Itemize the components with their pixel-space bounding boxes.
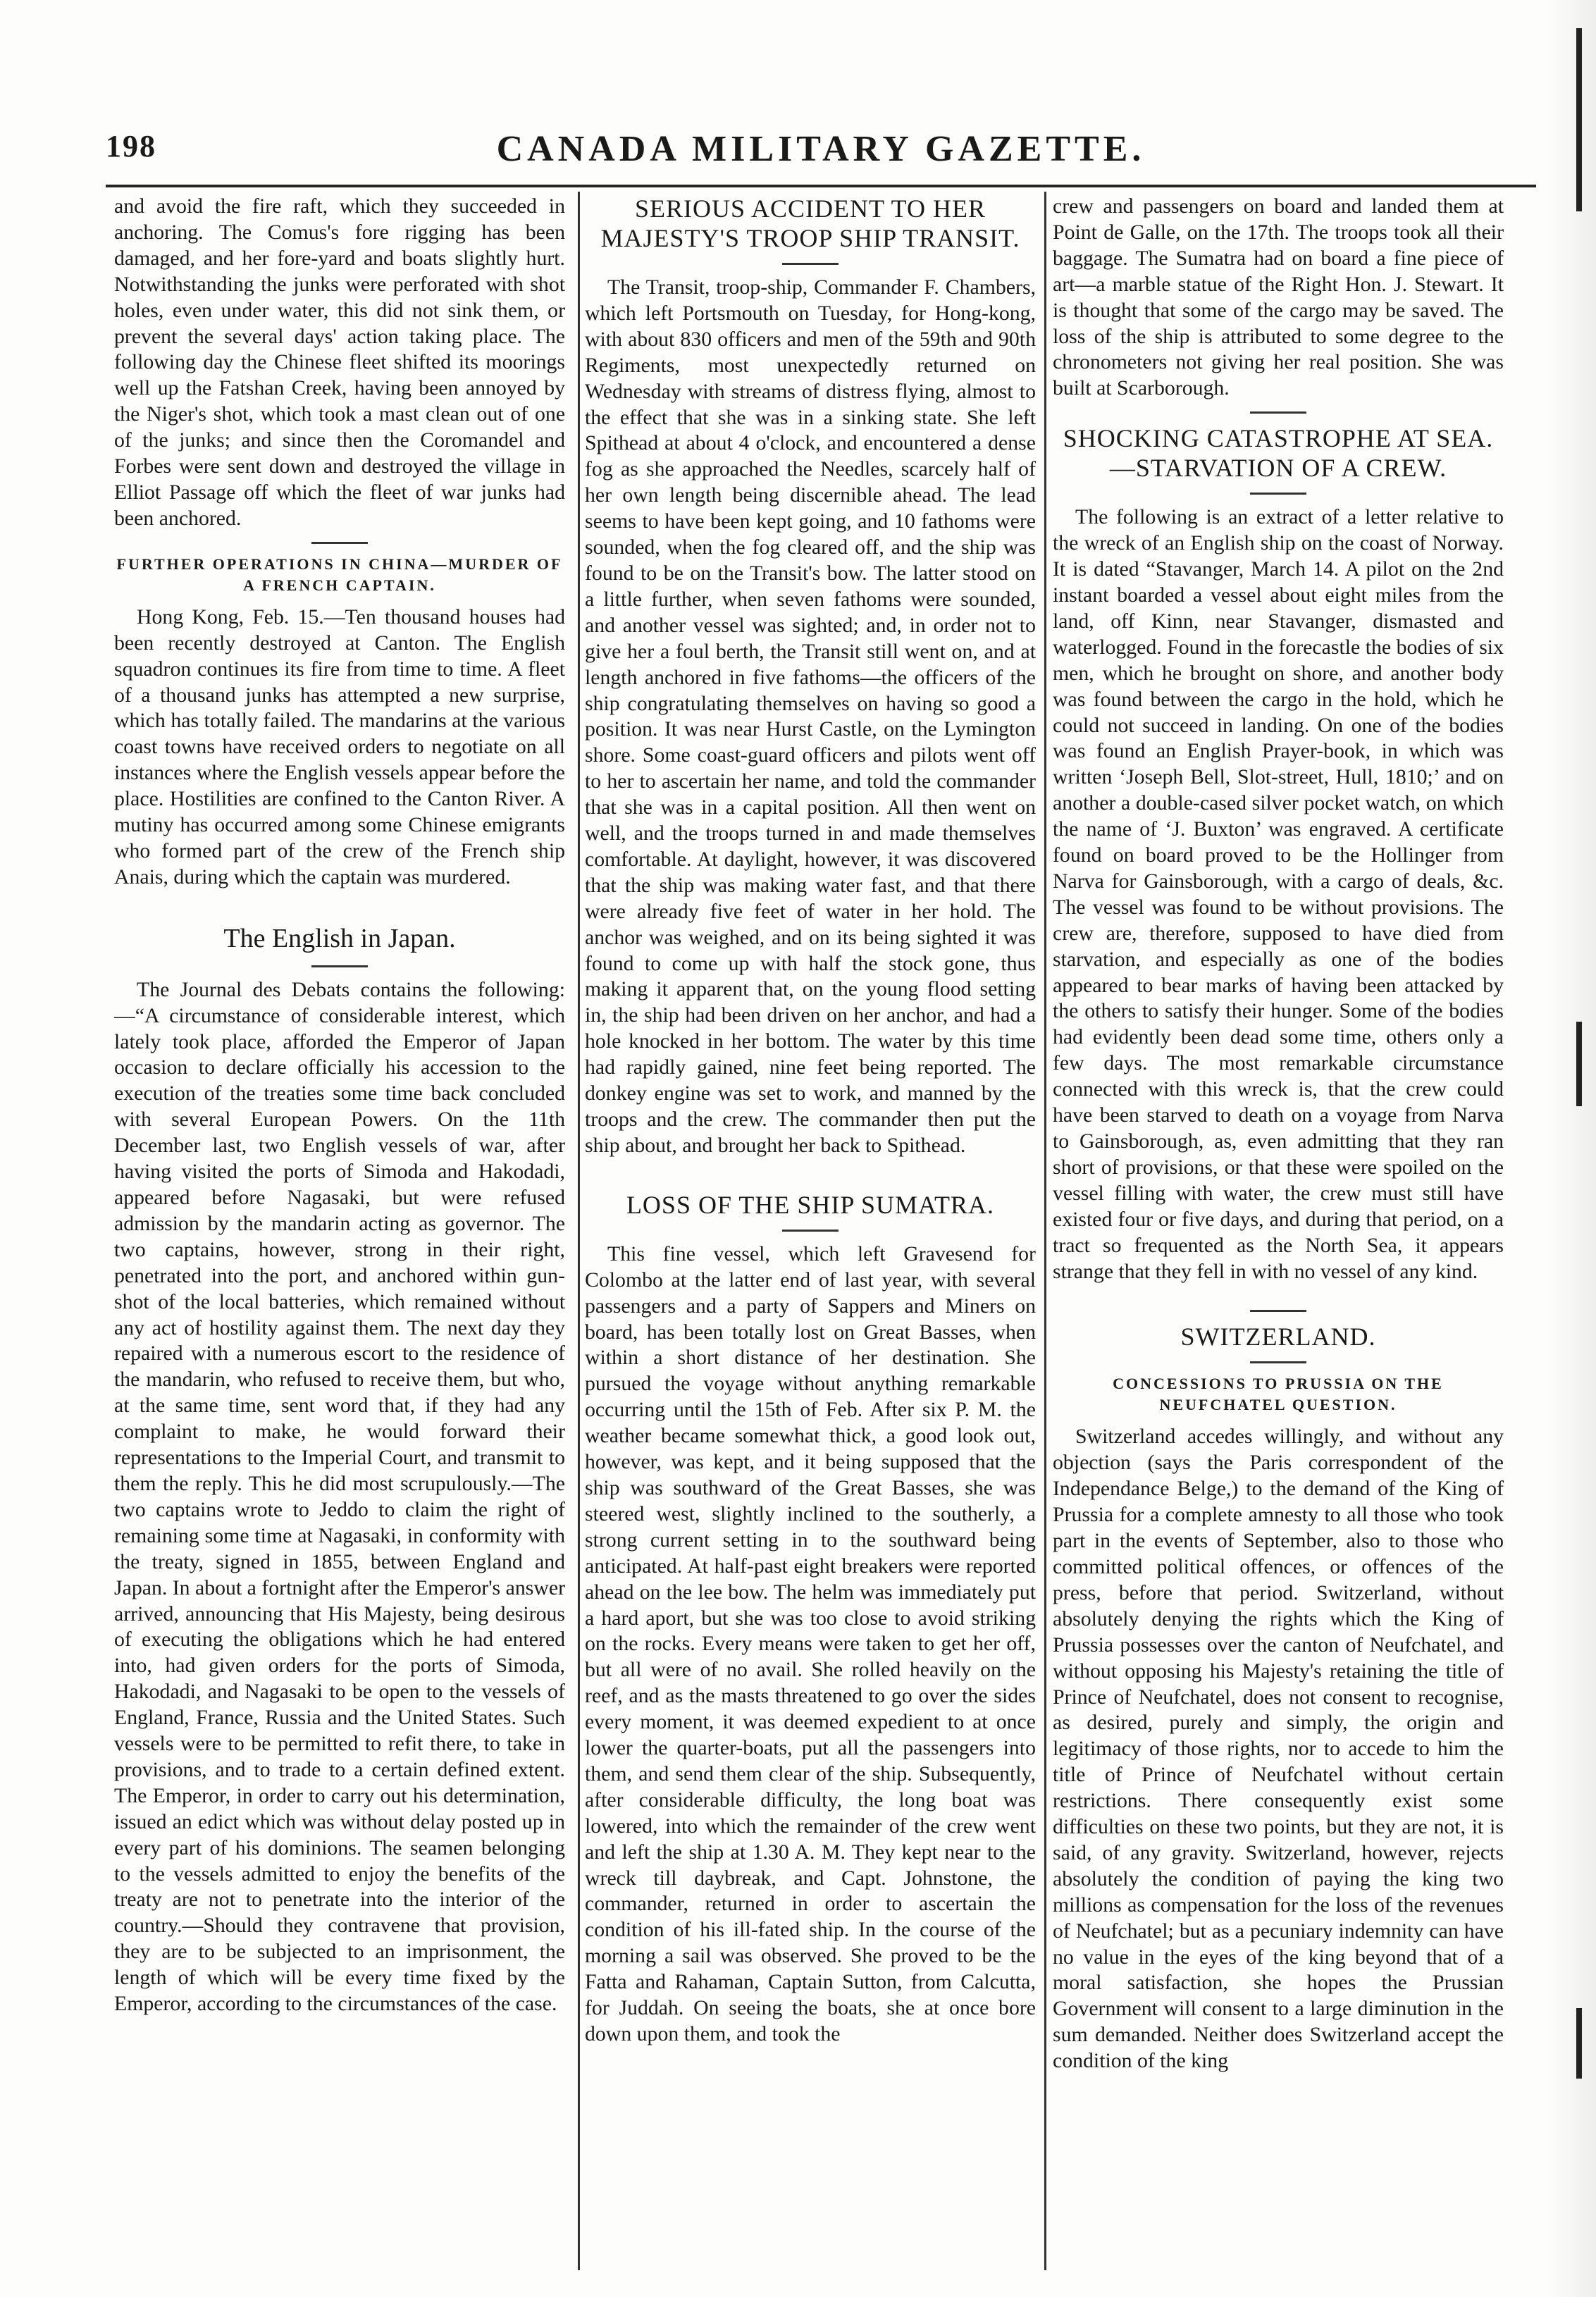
section-divider bbox=[311, 965, 368, 967]
page-edge-shadow bbox=[1547, 0, 1596, 2297]
column-3 bbox=[1053, 194, 1504, 2272]
section-divider bbox=[1250, 493, 1306, 495]
article-headline: The English in Japan. bbox=[223, 923, 456, 953]
newspaper-title: CANADA MILITARY GAZETTE. bbox=[496, 129, 1146, 169]
page-number: 198 bbox=[106, 129, 156, 163]
section-divider bbox=[782, 263, 839, 265]
article-text: Switzerland accedes willingly, and without any objection (says the Paris correspondent of the Independance Belge,) to the demand of the King of Prussia for a complete amnesty to all those who took part in the events of September, also to those who committed political offences, or offences of the press, before that period. Switzerland, without absolutely denying the rights which the King of Prussia possesses over the canton of Neufchatel, and without opposing his Majesty's retaining the title of Prince of Neufchatel, does not consent to recognise, as desired, purely and simply, the origin and legitimacy of those rights, nor to accede to him the title of Prince of Neufchatel without certain restrictions. There consequently exist some difficulties on these two points, but they are not, it is said, of any gravity. Switzerland, however, rejects absolutely the condition of paying the king two millions as compensation for the loss of the revenues of Neufchatel; but as a pecuniary indemnity can have no value in the eyes of the king beyond that of a moral satisfaction, she hopes the Prussian Government will consent to a large diminution in the sum demanded. Neither does Switzerland accept the condition of the king bbox=[1053, 1425, 1504, 2073]
scan-edge-mark bbox=[1576, 2008, 1582, 2079]
scan-edge-mark bbox=[1576, 1022, 1582, 1106]
section-divider bbox=[1250, 1361, 1306, 1363]
column-divider bbox=[1044, 192, 1046, 2270]
article-text: and avoid the fire raft, which they succeeded in anchoring. The Comus's fore rigging has been damaged, and her fore-yard and boats slightly hurt. Notwithstanding the junks were perforated with shot holes, even under water, this did not sink them, or prevent the several days' action taking place. The following day the Chinese fleet shifted its moorings well up the Fatshan Creek, having been annoyed by the Niger's shot, which took a mast clean out of one of the junks; and since then the Coromandel and Forbes were sent down and destroyed the village in Elliot Passage off which the fleet of war junks had been anchored. bbox=[114, 194, 565, 530]
article-headline: SHOCKING CATASTROPHE AT SEA.—STARVATION OF A CREW. bbox=[1063, 424, 1494, 483]
article-text: The Journal des Debats contains the following:—“A circumstance of considerable interest, which lately took place, afforded the Emperor of Japan occasion to declare officially his accession to the execution of the treaties some time back concluded with several European Powers. On the 11th December last, two English vessels of war, after having visited the ports of Simoda and Hakodadi, appeared before Nagasaki, but were refused admission by the mandarin acting as governor. The two captains, however, strong in their right, penetrated into the port, and anchored within gun-shot of the local batteries, which remained without any act of hostility against them. The next day they repaired with a numerous escort to the residence of the mandarin, who refused to receive them, but who, at the same time, sent word that, if they had any complaint to make, he would forward their representations to the Imperial Court, and transmit to them the reply. This he did most scrupulously.—The two captains wrote to Jeddo to claim the right of remaining some time at Nagasaki, in conformity with the treaty, signed in 1855, between England and Japan. In about a fortnight after the Emperor's answer arrived, announcing that His Majesty, being desirous of executing the obligations which he had entered into, had given orders for the ports of Simoda, Hakodadi, and Nagasaki to be open to the vessels of England, France, Russia and the United States. Such vessels were to be permitted to refit there, to take in provisions, and to trade to a certain defined extent. The Emperor, in order to carry out his determination, issued an edict which was without delay posted up in every part of his dominions. The seamen belonging to the vessels admitted to enjoy the benefits of the treaty are not to penetrate into the interior of the country.—Should they contravene that provision, they are to be subjected to an imprisonment, the length of which will be every time fixed by the Emperor, according to the circumstances of the case. bbox=[114, 977, 565, 2016]
section-divider bbox=[311, 542, 368, 544]
column-1 bbox=[114, 194, 565, 2272]
section-divider bbox=[1250, 411, 1306, 414]
article-headline: LOSS OF THE SHIP SUMATRA. bbox=[626, 1190, 995, 1219]
article-text: The following is an extract of a letter relative to the wreck of an English ship on the coast of Norway. It is dated “Stavanger, March 14. A pilot on the 2nd instant boarded a vessel about eight miles from the land, off Kinn, near Stavanger, dismasted and waterlogged. Found in the forecastle the bodies of six men, which he brought on shore, and another body was found between the cargo in the hold, which he could not succeed in landing. On one of the bodies was found an English Prayer-book, in which was written ‘Joseph Bell, Slot-street, Hull, 1810;’ and on another a double-cased silver pocket watch, on which the name of ‘J. Buxton’ was engraved. A certificate found on board proved to be the Hollinger from Narva for Gainsborough, with a cargo of deals, &c. The vessel was found to be without provisions. The crew are, therefore, supposed to have died from starvation, and especially as one of the bodies appeared to bear marks of having been attacked by the others to satisfy their hunger. Some of the bodies had evidently been dead some time, others only a few days. The most remarkable circumstance connected with this wreck is, that the crew could have been starved to death on a voyage from Narva to Gainsborough, as, even admitting that they ran short of provisions, or that these were spoiled on the vessel filling with water, the crew must still have existed four or five days, and during that period, on a tract so frequented as the North Sea, it appears strange that they fell in with no vessel of any kind. bbox=[1053, 505, 1504, 1283]
column-divider bbox=[578, 192, 580, 2270]
masthead bbox=[106, 128, 1536, 185]
article-text: This fine vessel, which left Gravesend for Colombo at the latter end of last year, with several passengers and a party of Sappers and Miners on board, has been totally lost on Great Basses, when within a short distance of her destination. She pursued the voyage without anything remarkable occurring until the 15th of Feb. After six P. M. the weather became somewhat thick, a good look out, however, was kept, and it being supposed that the ship was southward of the Great Basses, she was steered west, slightly inclined to the southerly, a strong current setting in to the southward being anticipated. At half-past eight breakers were reported ahead on the lee bow. The helm was immediately put a hard aport, but she was too close to avoid striking on the rocks. Every means were taken to get her off, but all were of no avail. She rolled heavily on the reef, and as the masts threatened to go over the sides every moment, it was deemed expedient to at once lower the quarter-boats, put all the passengers into them, and send them clear of the ship. Subsequently, after considerable difficulty, the long boat was lowered, into which the remainder of the crew went and left the ship at 1.30 A. M. They kept near to the wreck till daybreak, and Capt. Johnstone, the commander, returned in order to ascertain the condition of his ill-fated ship. In the course of the morning a sail was observed. She proved to be the Fatta and Rahaman, Captain Sutton, from Calcutta, for Juddah. On seeing the boats, she at once bore down upon them, and took the bbox=[585, 1242, 1036, 2045]
article-text: Hong Kong, Feb. 15.—Ten thousand houses had been recently destroyed at Canton. The English squadron continues its fire from time to time. A fleet of a thousand junks has attempted a new surprise, which has totally failed. The mandarins at the various coast towns have received orders to negotiate on all instances where the English vessels appear before the place. Hostilities are confined to the Canton River. A mutiny has occurred among some Chinese emigrants who formed part of the crew of the French ship Anais, during which the captain was murdered. bbox=[114, 605, 565, 889]
column-2 bbox=[585, 194, 1036, 2272]
section-divider bbox=[782, 1230, 839, 1232]
section-divider bbox=[1250, 1310, 1306, 1312]
article-subhead: FURTHER OPERATIONS IN CHINA—MURDER OF A FRENCH CAPTAIN. bbox=[116, 555, 563, 594]
article-subhead: CONCESSIONS TO PRUSSIA ON THE NEUFCHATEL QUESTION. bbox=[1113, 1375, 1444, 1414]
masthead-rule bbox=[106, 185, 1536, 187]
article-text: crew and passengers on board and landed them at Point de Galle, on the 17th. The troops took all their baggage. The Sumatra had on board a fine piece of art—a marble statue of the Right Hon. J. Stewart. It is thought that some of the cargo may be saved. The loss of the ship is attributed to some degree to the chronometers not giving her real position. She was built at Scarborough. bbox=[1053, 194, 1504, 400]
article-headline: SWITZERLAND. bbox=[1180, 1323, 1376, 1351]
scan-edge-mark bbox=[1576, 28, 1582, 211]
article-headline: SERIOUS ACCIDENT TO HER MAJESTY'S TROOP SHIP TRANSIT. bbox=[600, 194, 1020, 252]
article-text: The Transit, troop-ship, Commander F. Chambers, which left Portsmouth on Tuesday, for Hong-kong, with about 830 officers and men of the 59th and 90th Regiments, most unexpectedly returned on Wednesday with streams of distress flying, almost to the effect that she was in a sinking state. She left Spithead at about 4 o'clock, and encountered a dense fog as she approached the Needles, scarcely half of her own length being discernible ahead. The lead seems to have been kept going, and 10 fathoms were sounded, when the fog cleared off, and the ship was found to be on the Transit's bow. The latter stood on a little further, when seven fathoms were sounded, and another vessel was sighted; and, in order not to give her a foul berth, the Transit still went on, and at length anchored in five fathoms—the officers of the ship congratulating themselves on having so good a position. It was near Hurst Castle, on the Lymington shore. Some coast-guard officers and pilots went off to her to ascertain her name, and told the commander that she was in a capital position. All then went on well, and the troops turned in and made themselves comfortable. At daylight, however, it was discovered that the ship was making water fast, and that there were already five feet of water in her hold. The anchor was weighed, and on its being sighted it was found to come up with half the stock gone, thus making it apparent that, on the young flood setting in, the ship had been driven on her anchor, and had a hole knocked in her bottom. The water by this time had rapidly gained, nine feet being reported. The donkey engine was set to work, and manned by the troops and the crew. The commander then put the ship about, and brought her back to Spithead. bbox=[585, 275, 1036, 1157]
